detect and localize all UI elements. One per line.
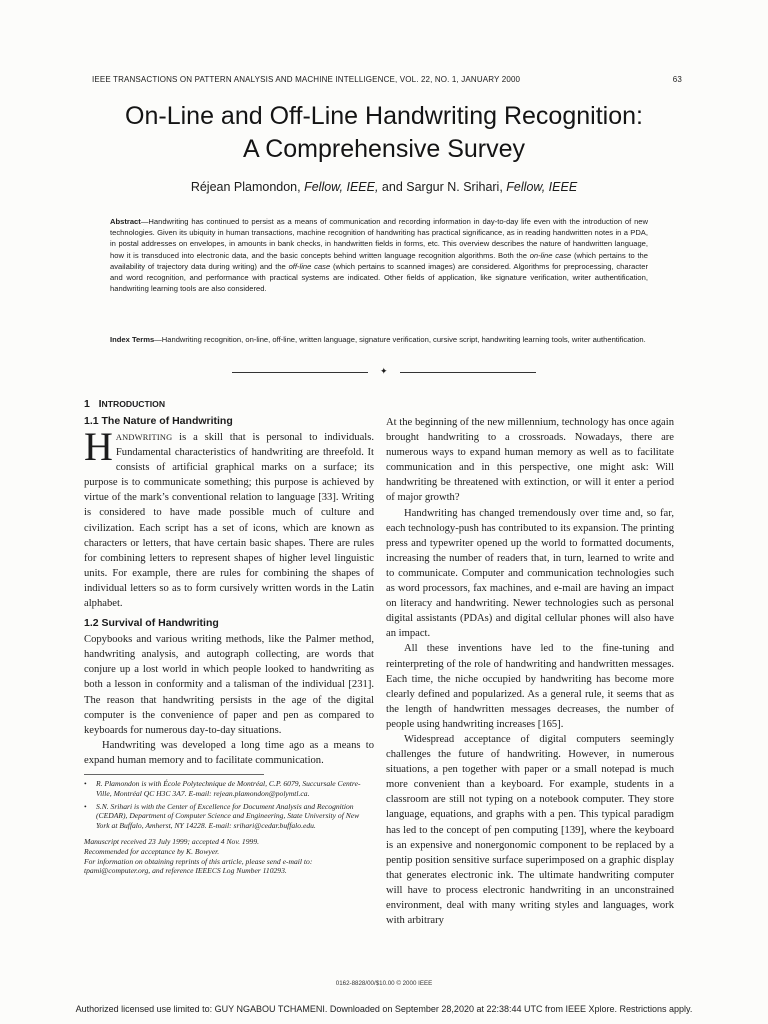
running-head bbox=[92, 75, 682, 84]
title-line-2: A Comprehensive Survey bbox=[242, 135, 526, 163]
section-heading-introduction bbox=[84, 396, 374, 413]
nature-text: is a skill that is personal to individuals. Fundamental characteristics of handwriting are threefold. It consists of artificial graphical marks on a surface; its purpose is to communicate something; this purpose is achieved by virtue of the mark’s conventional relation to language [33]. Writing is considered to have made possible much of culture and civilization. Each script has a set of icons, which are known as characters or letters, that have certain basic shapes. There are rules for combining letters to represent shapes of higher level linguistic units. For example, there are rules for combining the shapes of individual letters so as to form cursively written words in the Latin alphabet. bbox=[84, 432, 374, 610]
section-divider bbox=[232, 367, 536, 377]
copyright-code: 0162-8828/00/$10.00 © 2000 IEEE bbox=[335, 980, 433, 987]
divider-diamond-icon: ✦ bbox=[380, 367, 388, 377]
divider-rule-left bbox=[232, 372, 368, 373]
abstract-text-2: (which pertains to the availability of trajectory data during writing) and the bbox=[110, 250, 648, 271]
title-line-1: On-Line and Off-Line Handwriting Recognition: bbox=[125, 102, 643, 130]
drop-cap: H bbox=[84, 424, 113, 469]
footnote-item bbox=[84, 802, 374, 831]
lead-word: ANDWRITING bbox=[115, 433, 173, 442]
paragraph-survival-2: Handwriting was developed a long time ago as a means to expand human memory and to facilitate communication. bbox=[84, 739, 374, 766]
subsection-heading-nature: 1.1 The Nature of Handwriting bbox=[84, 415, 233, 427]
paragraph-survival-1: Copybooks and various writing methods, like the Palmer method, handwriting analysis, and autograph collecting, are words that conjure up a lost world in which people looked to handwriting as both a lesson in conformity and a talisman of the individual [231]. The reason that handwriting persists in the age of the digital computer is the convenience of paper and pen as compared to keyboards for numerous day-to-day situations. bbox=[84, 634, 374, 736]
footnote-separator bbox=[84, 774, 264, 775]
section-title-initial: I bbox=[98, 398, 102, 410]
license-note: Authorized licensed use limited to: GUY NGABOU TCHAMENI. Downloaded on September 28,2020 at 22:38:44 UTC from IEEE Xplore. Restrictions apply. bbox=[75, 1004, 693, 1014]
reprints-info: For information on obtaining reprints of this article, please send e-mail to: tpami@computer.org, and reference IEEECS Log Number 110293. bbox=[84, 856, 313, 876]
footnote-bullet: • bbox=[84, 801, 87, 811]
footnote-item bbox=[84, 779, 374, 799]
abstract bbox=[110, 216, 648, 294]
paragraph-millennium: At the beginning of the new millennium, technology has once again brought handwriting to a crossroads. Nowadays, there are numerous ways to expand human memory as well as to facilitate communication and in this perspective, one might ask: Will handwriting be threatened with extinction, or will it enter a period of major growth? bbox=[386, 417, 674, 504]
abstract-offline-case: off-line case bbox=[288, 261, 331, 271]
author-1: Réjean Plamondon, bbox=[190, 180, 301, 194]
footnotes bbox=[84, 779, 374, 876]
abstract-label: Abstract bbox=[110, 217, 141, 226]
right-column bbox=[386, 415, 674, 928]
left-column bbox=[84, 396, 374, 876]
author-line bbox=[40, 180, 728, 194]
recommended-by: Recommended for acceptance by K. Bowyer. bbox=[84, 846, 220, 856]
manuscript-received: Manuscript received 23 July 1999; accepted 4 Nov. 1999. bbox=[84, 836, 260, 846]
index-terms bbox=[110, 334, 648, 345]
subsection-heading-survival: 1.2 Survival of Handwriting bbox=[84, 617, 219, 630]
paragraph-inventions: All these inventions have led to the fine-tuning and reinterpreting of the role of handwriting and handwritten messages. Each time, the niche occupied by handwriting has become more clearly defined and popularized. As a general rule, it seems that as the length of handwritten messages decreases, the number of people using handwriting increases [165]. bbox=[386, 643, 674, 730]
paragraph-nature bbox=[84, 424, 374, 611]
author-2: and Sargur N. Srihari, bbox=[381, 180, 503, 194]
index-terms-label: Index Terms bbox=[110, 335, 155, 344]
paragraph-technology: Handwriting has changed tremendously over time and, so far, each technology-push has contributed to its expansion. The printing press and typewriter opened up the world to formatted documents, increasing the number of readers that, in turn, learned to write and to communicate. Computer and communication technologies such as word processors, fax machines, and e-mail are having an impact on literacy and handwriting. Newer technologies such as personal digital assistants (PDAs) and digital cellular phones will also have an impact. bbox=[386, 507, 674, 640]
author-2-fellow: Fellow, IEEE bbox=[506, 180, 578, 194]
section-title-rest: NTRODUCTION bbox=[101, 399, 166, 409]
footnote-srihari: S.N. Srihari is with the Center of Excellence for Document Analysis and Recognition (CEDAR), Department of Computer Science and Engineering, State University of New York at Buffalo, Amherst, NY 14228. E-mail: srihari@cedar.buffalo.edu. bbox=[96, 801, 360, 831]
abstract-online-case: on-line case bbox=[529, 250, 572, 260]
section-number: 1 bbox=[84, 398, 90, 410]
abstract-text-1: —Handwriting has continued to persist as a means of communication and recording information in day-to-day life even with the introduction of new technologies. Given its ubiquity in human transactions, machine recognition of handwriting has practical significance, as in reading handwritten notes in a PDA, in postal addresses on envelopes, in amounts in bank checks, in handwritten fields in forms, etc. This overview describes the nature of handwritten language, how it is transduced into electronic data, and the basic concepts behind written language recognition algorithms. Both the bbox=[110, 217, 648, 260]
author-1-fellow: Fellow, IEEE, bbox=[304, 180, 379, 194]
footnote-bullet: • bbox=[84, 778, 87, 788]
journal-header: IEEE TRANSACTIONS ON PATTERN ANALYSIS AND MACHINE INTELLIGENCE, VOL. 22, NO. 1, JANUARY 2000 bbox=[92, 75, 521, 84]
divider-rule-right bbox=[400, 372, 536, 373]
page-number: 63 bbox=[672, 75, 682, 84]
paragraph-acceptance: Widespread acceptance of digital computers seemingly challenges the future of handwriting. However, in numerous situations, a pen together with paper or a small notepad is much more convenient than a keyboard. For example, students in a classroom are still not typing on a notebook computer. They store language, equations, and graphs with a pen. This typical paradigm has led to the concept of pen computing [139], where the keyboard is an expensive and nonergonomic component to be replaced by a pentip position sensitive surface superimposed on a graphic display that generates electronic ink. The ultimate handwriting computer will have to process electronic handwriting in an unconstrained environment, deal with many writing styles and languages, work with arbitrary bbox=[386, 733, 674, 927]
abstract-text-3: (which pertains to scanned images) are considered. Algorithms for preprocessing, character and word recognition, and performance with practical systems are indicated. Other fields of application, like signature verification, writer authentification, handwriting learning tools are also considered. bbox=[110, 261, 648, 294]
footnote-plamondon: R. Plamondon is with École Polytechnique de Montréal, C.P. 6079, Succursale Centre-Ville, Montréal QC H3C 3A7. E-mail: rejean.plamondon@polymtl.ca. bbox=[96, 778, 361, 798]
index-terms-text: —Handwriting recognition, on-line, off-line, written language, signature verification, cursive script, handwriting learning tools, writer authentification. bbox=[154, 335, 646, 344]
paper-title bbox=[40, 100, 728, 166]
